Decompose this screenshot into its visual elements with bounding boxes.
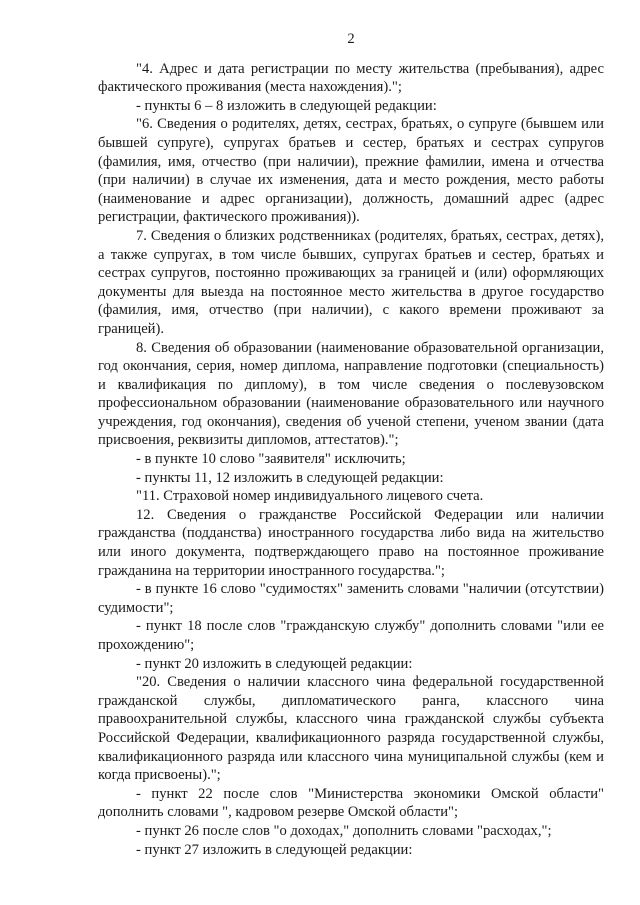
paragraph-item-4: "4. Адрес и дата регистрации по месту жительства (пребывания), адрес фактического проживания (места нахождения)."; <box>98 60 604 96</box>
paragraph-items-6-8-instruction: - пункты 6 – 8 изложить в следующей редакции: <box>136 97 437 114</box>
paragraph-item-20: "20. Сведения о наличии классного чина федеральной государственной гражданской службы, дипломатического ранга, классного чина правоохранительной службы, классного чина гражданской службы субъекта Российской Федерации, квалификационного разряда государственной службы, квалификационного разряда или классного чина муниципальной службы (кем и когда присвоены)."; <box>98 674 604 784</box>
paragraph-items-11-12-instruction: - пункты 11, 12 изложить в следующей редакции: <box>136 469 444 486</box>
paragraph-item-22-instruction: - пункт 22 после слов "Министерства экономики Омской области" дополнить словами ", кадровом резерве Омской области"; <box>98 785 604 821</box>
paragraph-item-20-instruction: - пункт 20 изложить в следующей редакции: <box>136 655 413 672</box>
paragraph-item-18-instruction: - пункт 18 после слов "гражданскую службу" дополнить словами "или ее прохождению"; <box>98 618 604 653</box>
paragraph-item-7: 7. Сведения о близких родственниках (родителях, братьях, сестрах, детях), а также супругах, в том числе бывших, супругах братьев и сестер, братьях и сестрах супругов, постоянно проживающих за границей и (или) оформляющих документы для выезда на постоянное место жительства в другое государство (фамилия, имя, отчество (при наличии), с какого времени проживают за границей). <box>98 227 604 337</box>
paragraph-item-26-instruction: - пункт 26 после слов "о доходах," дополнить словами "расходах,"; <box>136 822 552 839</box>
paragraph-item-6: "6. Сведения о родителях, детях, сестрах, братьях, о супруге (бывшем или бывшей супруге), супругах братьев и сестер, братьях и сестрах супругов (фамилия, имя, отчество (при наличии), прежние фамилии, имена и отчества (при наличии) в случае их изменения, дата и место рождения, место работы (наименование и адрес организации), должность, домашний адрес (адрес регистрации, фактического проживания)). <box>98 116 604 226</box>
paragraph-item-27-instruction: - пункт 27 изложить в следующей редакции: <box>136 841 413 858</box>
document-page <box>98 30 604 859</box>
page-number: 2 <box>347 31 355 47</box>
paragraph-item-11: "11. Страховой номер индивидуального лицевого счета. <box>136 488 484 505</box>
paragraph-item-16-instruction: - в пункте 16 слово "судимостях" заменить словами "наличии (отсутствии) судимости"; <box>98 581 604 616</box>
paragraph-item-10-instruction: - в пункте 10 слово "заявителя" исключить; <box>136 451 406 468</box>
paragraph-item-12: 12. Сведения о гражданстве Российской Федерации или наличии гражданства (подданства) иностранного государства либо вида на жительство или иного документа, подтверждающего право на постоянное проживание гражданина на территории иностранного государства."; <box>98 506 604 579</box>
paragraph-item-8: 8. Сведения об образовании (наименование образовательной организации, год окончания, серия, номер диплома, направление подготовки (специальность) и квалификация по диплому), в том числе сведения о послевузовском профессиональном образовании (наименование образовательного или научного учреждения, год окончания), сведения об ученой степени, ученом звании (дата присвоения, реквизиты дипломов, аттестатов)."; <box>98 339 604 449</box>
